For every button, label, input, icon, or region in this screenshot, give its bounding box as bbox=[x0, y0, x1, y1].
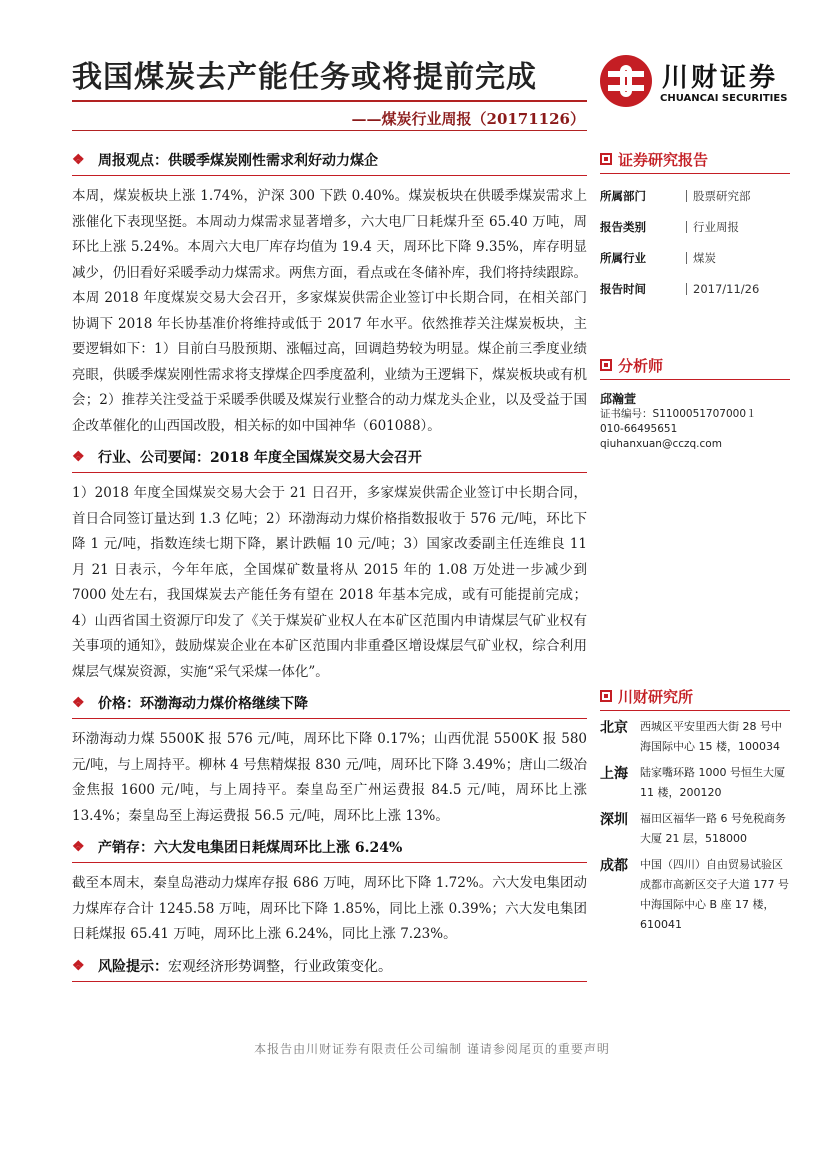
report-subtitle: ——煤炭行业周报（20171126） bbox=[351, 110, 585, 128]
square-bullet-icon bbox=[600, 359, 612, 371]
side-rule bbox=[600, 379, 790, 380]
diamond-bullet-icon: ❖ bbox=[72, 152, 85, 168]
page-footer: 本报告由川财证券有限责任公司编制 谨请参阅尾页的重要声明 bbox=[254, 1042, 610, 1056]
section-heading bbox=[72, 445, 587, 469]
diamond-bullet-icon: ❖ bbox=[72, 449, 85, 465]
info-value: 2017/11/26 bbox=[686, 283, 759, 295]
info-row bbox=[600, 273, 790, 304]
office-city: 北京 bbox=[600, 720, 628, 736]
sidebar bbox=[600, 148, 790, 941]
section-heading-text: 价格：环渤海动力煤价格继续下降 bbox=[98, 696, 308, 712]
section-heading bbox=[72, 148, 587, 172]
risk-text: 宏观经济形势调整，行业政策变化。 bbox=[168, 958, 392, 975]
office-city: 深圳 bbox=[600, 812, 628, 828]
institute-heading bbox=[600, 685, 790, 707]
analyst-heading bbox=[600, 354, 790, 376]
risk-heading bbox=[72, 954, 587, 978]
diamond-bullet-icon: ❖ bbox=[72, 957, 85, 974]
info-row bbox=[600, 211, 790, 242]
office-entry bbox=[600, 717, 790, 757]
subtitle-rule bbox=[72, 130, 587, 131]
section-rule bbox=[72, 718, 587, 719]
square-bullet-icon bbox=[600, 153, 612, 165]
page-title: 我国煤炭去产能任务或将提前完成 bbox=[72, 60, 537, 95]
company-logo bbox=[600, 55, 790, 115]
risk-label: 风险提示： bbox=[98, 958, 168, 975]
section-rule bbox=[72, 981, 587, 982]
analyst-heading-text: 分析师 bbox=[618, 356, 664, 375]
diamond-bullet-icon: ❖ bbox=[72, 695, 85, 711]
info-row bbox=[600, 242, 790, 273]
section-body: 本周，煤炭板块上涨 1.74%，沪深 300 下跌 0.40%。煤炭板块在供暖季煤炭需求上涨催化下表现坚挺。本周动力煤需求显著增多，六大电厂日耗煤升至 65.40 万吨，周环比上涨 5.24%。本周六大电厂库存均值为 19.4 天，周环比下降 9.35%，库存明显减少，仍旧看好采暖季动力煤需求。两焦方面，看点或在冬储补库，我们将持续跟踪。本周 2018 年度煤炭交易大会召开，多家煤炭供需企业签订中长期合同，在相关部门协调下 2018 年长协基准价将维持或低于 2017 年水平。依然推荐关注煤炭板块，主要逻辑如下：1）目前白马股预期、涨幅过高，回调趋势较为明显。煤企前三季度业绩亮眼，供暖季煤炭刚性需求将支撑煤企四季度盈利，业绩为王逻辑下，煤炭板块或有机会；2）推荐关注受益于采暖季供暖及煤炭行业整合的动力煤龙头企业，以及受益于国企改革催化的山西国改股，相关标的如中国神华（601088）。 bbox=[72, 188, 587, 434]
main-content bbox=[72, 148, 587, 990]
analyst-email[interactable]: qiuhanxuan@cczq.com bbox=[600, 438, 722, 450]
logo-name-cn: 川财证券 bbox=[662, 63, 779, 93]
office-entry bbox=[600, 763, 790, 803]
section-heading bbox=[72, 691, 587, 715]
section-rule bbox=[72, 472, 587, 473]
info-label: 报告时间 bbox=[600, 281, 646, 296]
section-body: 1）2018 年度全国煤炭交易大会于 21 日召开，多家煤炭供需企业签订中长期合同，首日合同签订量达到 1.3 亿吨；2）环渤海动力煤价格指数报收于 576 元/吨，环比下降 1 元/吨，指数连续七期下降，累计跌幅 10 元/吨；3）国家改委副主任连维良 11 月 21 日表示，今年年底，全国煤矿数量将从 2015 年的 1.08 万处进一步减少到 7000 处左右，我国煤炭去产能任务有望在 2018 年基本完成，或有可能提前完成；4）山西省国土资源厅印发了《关于煤炭矿业权人在本矿区范围内申请煤层气矿业权有关事项的通知》，鼓励煤炭企业在本矿区范围内非重叠区增设煤层气矿业权，综合利用煤层气煤炭资源，实施“采气采煤一体化”。 bbox=[72, 485, 587, 680]
section-heading-text: 产销存：六大发电集团日耗煤周环比上涨 6.24% bbox=[98, 840, 403, 856]
info-value: 行业周报 bbox=[686, 221, 739, 233]
office-entry bbox=[600, 809, 790, 849]
info-row bbox=[600, 180, 790, 211]
info-label: 报告类别 bbox=[600, 219, 646, 234]
report-info-heading bbox=[600, 148, 790, 170]
office-entry bbox=[600, 855, 790, 935]
section-rule bbox=[72, 862, 587, 863]
office-address: 中国（四川）自由贸易试验区成都市高新区交子大道 177 号中海国际中心 B 座 17 楼，610041 bbox=[640, 858, 789, 931]
office-address: 福田区福华一路 6 号免税商务大厦 21 层，518000 bbox=[640, 812, 786, 845]
logo-mark-icon bbox=[600, 55, 652, 107]
analyst-cert: 证书编号：S1100051707000１ bbox=[600, 408, 757, 420]
institute-heading-text: 川财研究所 bbox=[618, 687, 694, 706]
info-label: 所属部门 bbox=[600, 188, 646, 203]
office-city: 成都 bbox=[600, 858, 628, 874]
section-heading-text: 周报观点：供暖季煤炭刚性需求利好动力煤企 bbox=[98, 153, 378, 169]
info-value: 股票研究部 bbox=[686, 190, 751, 202]
diamond-bullet-icon: ❖ bbox=[72, 839, 85, 855]
side-rule bbox=[600, 710, 790, 711]
section-heading-text: 行业、公司要闻：2018 年度全国煤炭交易大会召开 bbox=[98, 450, 422, 466]
section-body: 环渤海动力煤 5500K 报 576 元/吨，周环比下降 0.17%；山西优混 5500K 报 580 元/吨，与上周持平。柳林 4 号焦精煤报 830 元/吨，周环比下降 3.49%；唐山二级冶金焦报 1600 元/吨，与上周持平。秦皇岛至广州运费报 84.5 元/吨，周环比上涨 13.4%；秦皇岛至上海运费报 56.5 元/吨，周环比上涨 13%。 bbox=[72, 731, 587, 824]
section-heading bbox=[72, 835, 587, 859]
report-info-heading-text: 证券研究报告 bbox=[618, 150, 709, 169]
title-rule bbox=[72, 100, 587, 102]
office-address: 陆家嘴环路 1000 号恒生大厦 11 楼，200120 bbox=[640, 766, 785, 799]
office-city: 上海 bbox=[600, 766, 628, 782]
section-body: 截至本周末，秦皇岛港动力煤库存报 686 万吨，周环比下降 1.72%。六大发电集团动力煤库存合计 1245.58 万吨，周环比下降 1.85%，同比上涨 0.39%；六大发电集团日耗煤报 65.41 万吨，周环比上涨 6.24%，同比上涨 7.23%。 bbox=[72, 875, 587, 942]
info-value: 煤炭 bbox=[686, 252, 716, 264]
analyst-phone: 010-66495651 bbox=[600, 423, 678, 435]
section-rule bbox=[72, 175, 587, 176]
analyst-name: 邱瀚萱 bbox=[600, 392, 637, 406]
square-bullet-icon bbox=[600, 690, 612, 702]
logo-name-en: CHUANCAI SECURITIES bbox=[660, 93, 788, 104]
side-rule bbox=[600, 173, 790, 174]
office-address: 西城区平安里西大街 28 号中海国际中心 15 楼，100034 bbox=[640, 720, 782, 753]
info-label: 所属行业 bbox=[600, 250, 646, 265]
